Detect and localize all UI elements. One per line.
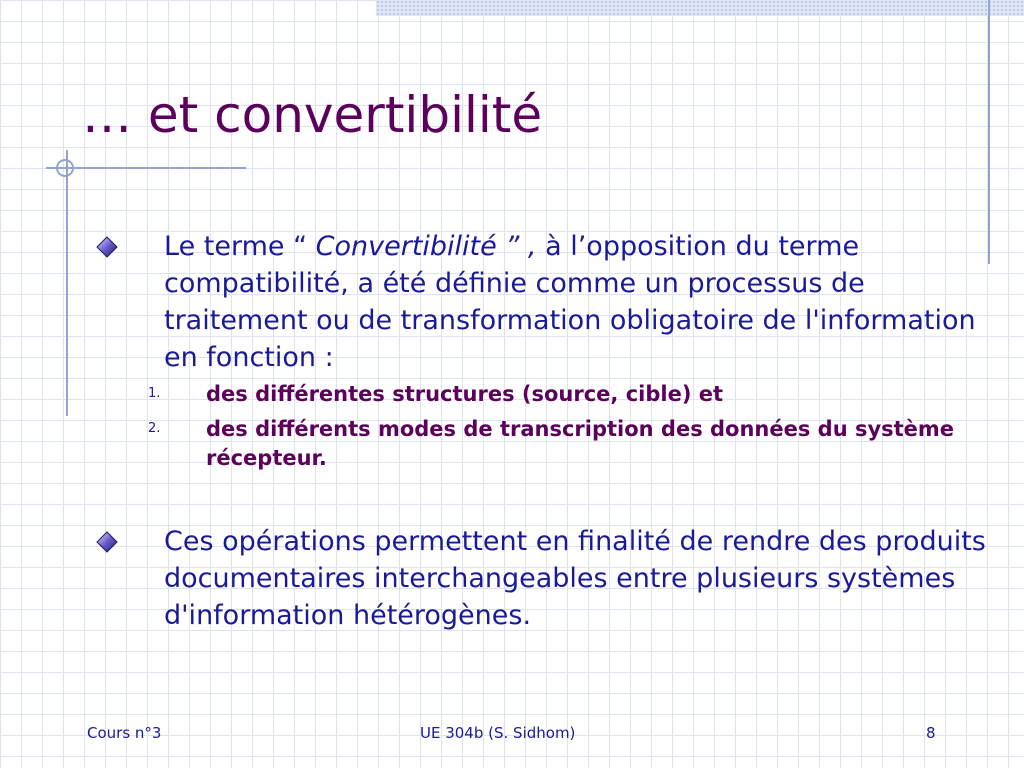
bullet-emphasis-text: Convertibilité ” , — [315, 231, 537, 262]
list-item — [96, 415, 996, 473]
footer-center: UE 304b (S. Sidhom) — [420, 724, 576, 742]
list-item — [96, 380, 996, 409]
bullet-rest-text: à l’opposition du terme compatibilité, a été définie comme un processus de traitement ou de transformation obligatoire de l'information en fonction : — [164, 231, 976, 373]
bullet-text: Ces opérations permettent en finalité de rendre des produits documentaires interchangeables entre plusieurs systèmes d'information hétérogènes. — [164, 526, 986, 631]
decorative-circle — [56, 159, 74, 177]
list-item-text: des différentes structures (source, cible) et — [206, 382, 724, 406]
footer-left: Cours n°3 — [87, 724, 162, 742]
bullet-item — [96, 523, 996, 634]
list-item-text: des différents modes de transcription des données du système récepteur. — [206, 417, 955, 470]
list-number: 1. — [148, 386, 161, 401]
bullet-intro-text: Le terme “ — [164, 231, 316, 262]
decorative-horizontal-line — [46, 167, 246, 169]
diamond-bullet-icon — [96, 236, 118, 258]
bullet-item — [96, 228, 996, 376]
decorative-vertical-line — [66, 150, 68, 416]
decorative-right-vertical-line — [988, 0, 990, 264]
slide-content — [96, 228, 996, 634]
page-number: 8 — [926, 724, 936, 742]
list-number: 2. — [148, 421, 161, 436]
decorative-top-band — [376, 0, 1024, 16]
bullet-text — [164, 228, 996, 376]
numbered-list — [96, 380, 996, 473]
diamond-bullet-icon — [96, 531, 118, 553]
slide-title: … et convertibilité — [82, 86, 543, 144]
